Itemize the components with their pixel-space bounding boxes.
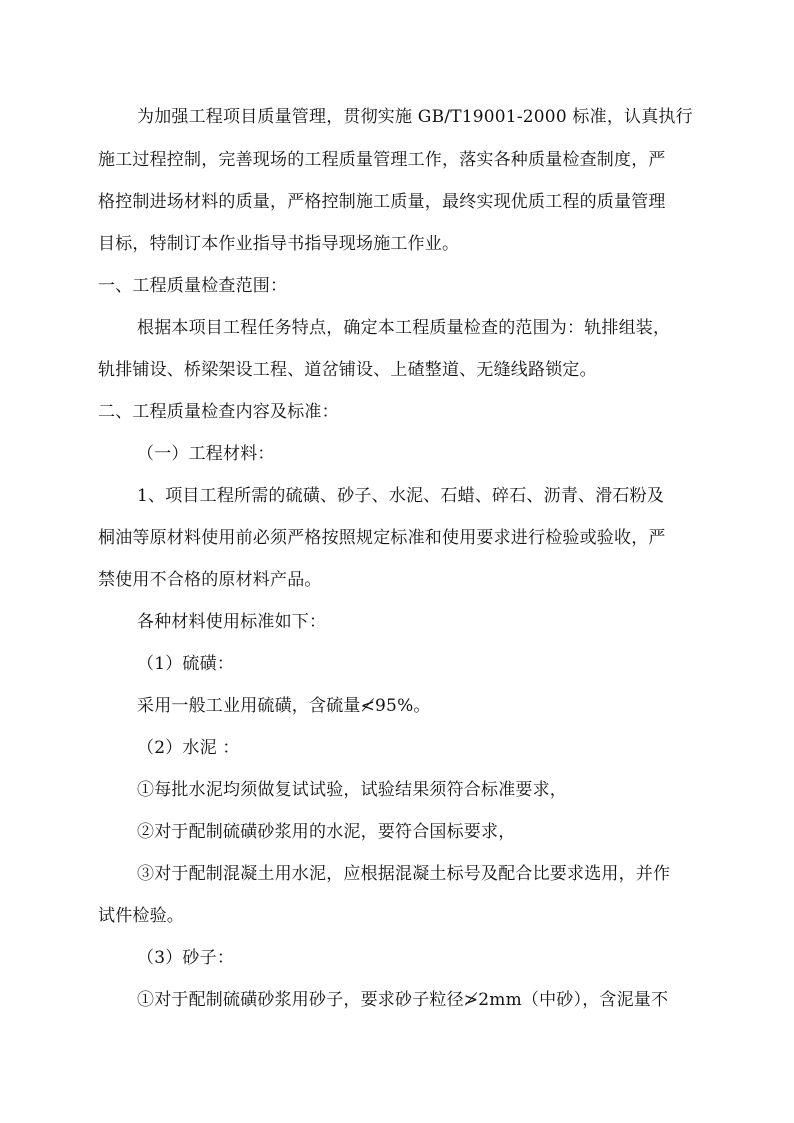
text-line: 目标，特制订本作业指导书指导现场施工作业。 — [98, 234, 460, 254]
item-heading: （3）砂子： — [137, 948, 235, 968]
text-line: 1、项目工程所需的硫磺、砂子、水泥、石蜡、碎石、沥青、滑石粉及 — [137, 486, 665, 506]
text-line: 禁使用不合格的原材料产品。 — [98, 570, 322, 590]
text-line: 格控制进场材料的质量，严格控制施工质量，最终实现优质工程的质量管理 — [98, 192, 666, 212]
text-line: 施工过程控制，完善现场的工程质量管理工作，落实各种质量检查制度，严 — [98, 150, 666, 170]
text-line: 为加强工程项目质量管理，贯彻实施 GB/T19001-2000 标准，认真执行 — [137, 107, 693, 127]
item-heading: （1）硫磺： — [137, 654, 235, 674]
text-line: 轨排铺设、桥梁架设工程、道岔铺设、上碴整道、无缝线路锁定。 — [98, 360, 597, 380]
subsection-heading: （一）工程材料： — [137, 444, 275, 464]
text-line: ③对于配制混凝土用水泥，应根据混凝土标号及配合比要求选用，并作 — [137, 864, 671, 884]
text-line: 各种材料使用标准如下： — [137, 612, 327, 632]
text-line: ①对于配制硫磺砂浆用砂子，要求砂子粒径≯2mm（中砂），含泥量不 — [137, 990, 669, 1010]
text-line: 采用一般工业用硫磺，含硫量≮95%。 — [137, 696, 431, 716]
text-line: 桐油等原材料使用前必须严格按照规定标准和使用要求进行检验或验收，严 — [98, 528, 666, 548]
text-line: ①每批水泥均须做复试试验，试验结果须符合标准要求， — [137, 780, 567, 800]
text-line: 根据本项目工程任务特点，确定本工程质量检查的范围为：轨排组装， — [137, 318, 671, 338]
text-line: 试件检验。 — [98, 906, 184, 926]
section-heading: 一、工程质量检查范围： — [98, 276, 288, 296]
section-heading: 二、工程质量检查内容及标准： — [98, 402, 339, 422]
item-heading: （2）水泥 ： — [137, 738, 240, 758]
text-line: ②对于配制硫磺砂浆用的水泥，要符合国标要求， — [137, 822, 516, 842]
